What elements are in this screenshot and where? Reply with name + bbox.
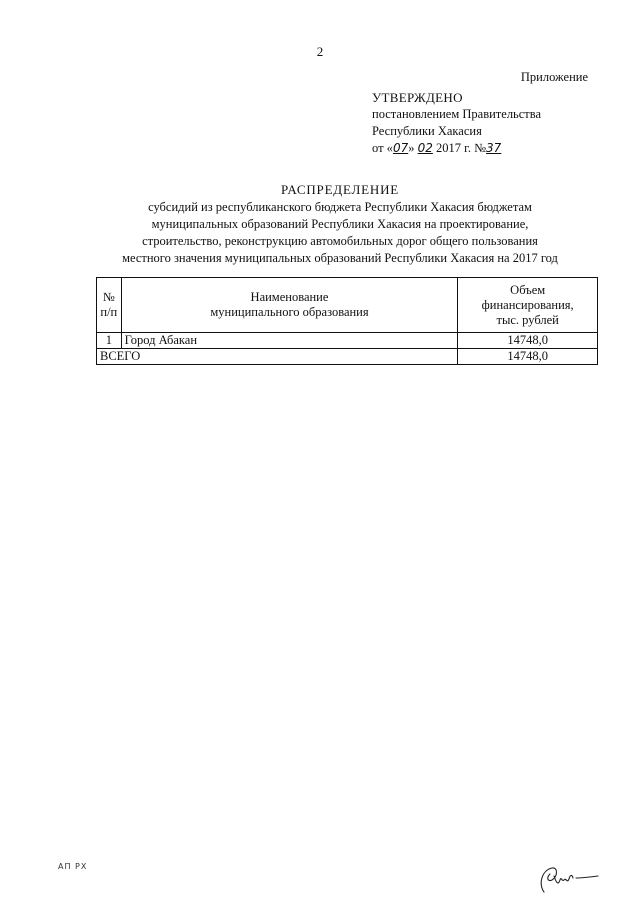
header-amount-line-1: Объем	[510, 282, 546, 297]
total-label: ВСЕГО	[97, 349, 458, 365]
header-num-line-1: №	[102, 290, 115, 304]
table-total-row	[97, 349, 598, 365]
row-name: Город Абакан	[121, 333, 458, 349]
approval-line-2: Республики Хакасия	[372, 124, 482, 138]
approved-stamp-text: УТВЕРЖДЕНО	[372, 90, 463, 105]
appendix-label: Приложение	[520, 70, 588, 84]
row-num: 1	[97, 333, 122, 349]
subtitle-line-2: муниципальных образований Республики Хакасия на проектирование,	[151, 217, 529, 231]
distribution-table	[96, 277, 598, 365]
header-name	[121, 278, 458, 333]
header-num	[97, 278, 122, 333]
decree-number: 37	[486, 141, 502, 155]
date-month: 02	[417, 141, 433, 155]
date-mid: »	[408, 141, 418, 155]
date-prefix: от «	[372, 141, 393, 155]
document-heading: РАСПРЕДЕЛЕНИЕ	[280, 182, 400, 197]
document-title-block	[60, 181, 620, 267]
date-day: 07	[392, 141, 409, 155]
subtitle-line-4: местного значения муниципальных образований Республики Хакасия на 2017 год	[122, 251, 558, 265]
approval-block	[372, 89, 541, 157]
approval-line-1: постановлением Правительства	[372, 107, 542, 121]
header-name-line-2: муниципального образования	[210, 305, 369, 319]
header-name-line-1: Наименование	[250, 290, 329, 304]
signature-icon	[536, 862, 600, 896]
header-amount-line-3: тыс. рублей	[496, 312, 559, 327]
page-number: 2	[316, 44, 324, 59]
table-row	[97, 333, 598, 349]
header-num-line-2: п/п	[100, 305, 118, 319]
row-amount: 14748,0	[458, 333, 598, 349]
subtitle-line-3: строительство, реконструкцию автомобильных дорог общего пользования	[142, 234, 538, 248]
header-amount	[458, 278, 598, 333]
date-year: 2017 г. №	[432, 141, 487, 155]
subtitle-line-1: субсидий из республиканского бюджета Республики Хакасия бюджетам	[148, 200, 532, 214]
table-header-row	[97, 278, 598, 333]
approval-date-line	[372, 140, 541, 157]
footer-code: АП РХ	[58, 862, 88, 871]
header-amount-line-2: финансирования,	[481, 297, 574, 312]
total-amount: 14748,0	[458, 349, 598, 365]
